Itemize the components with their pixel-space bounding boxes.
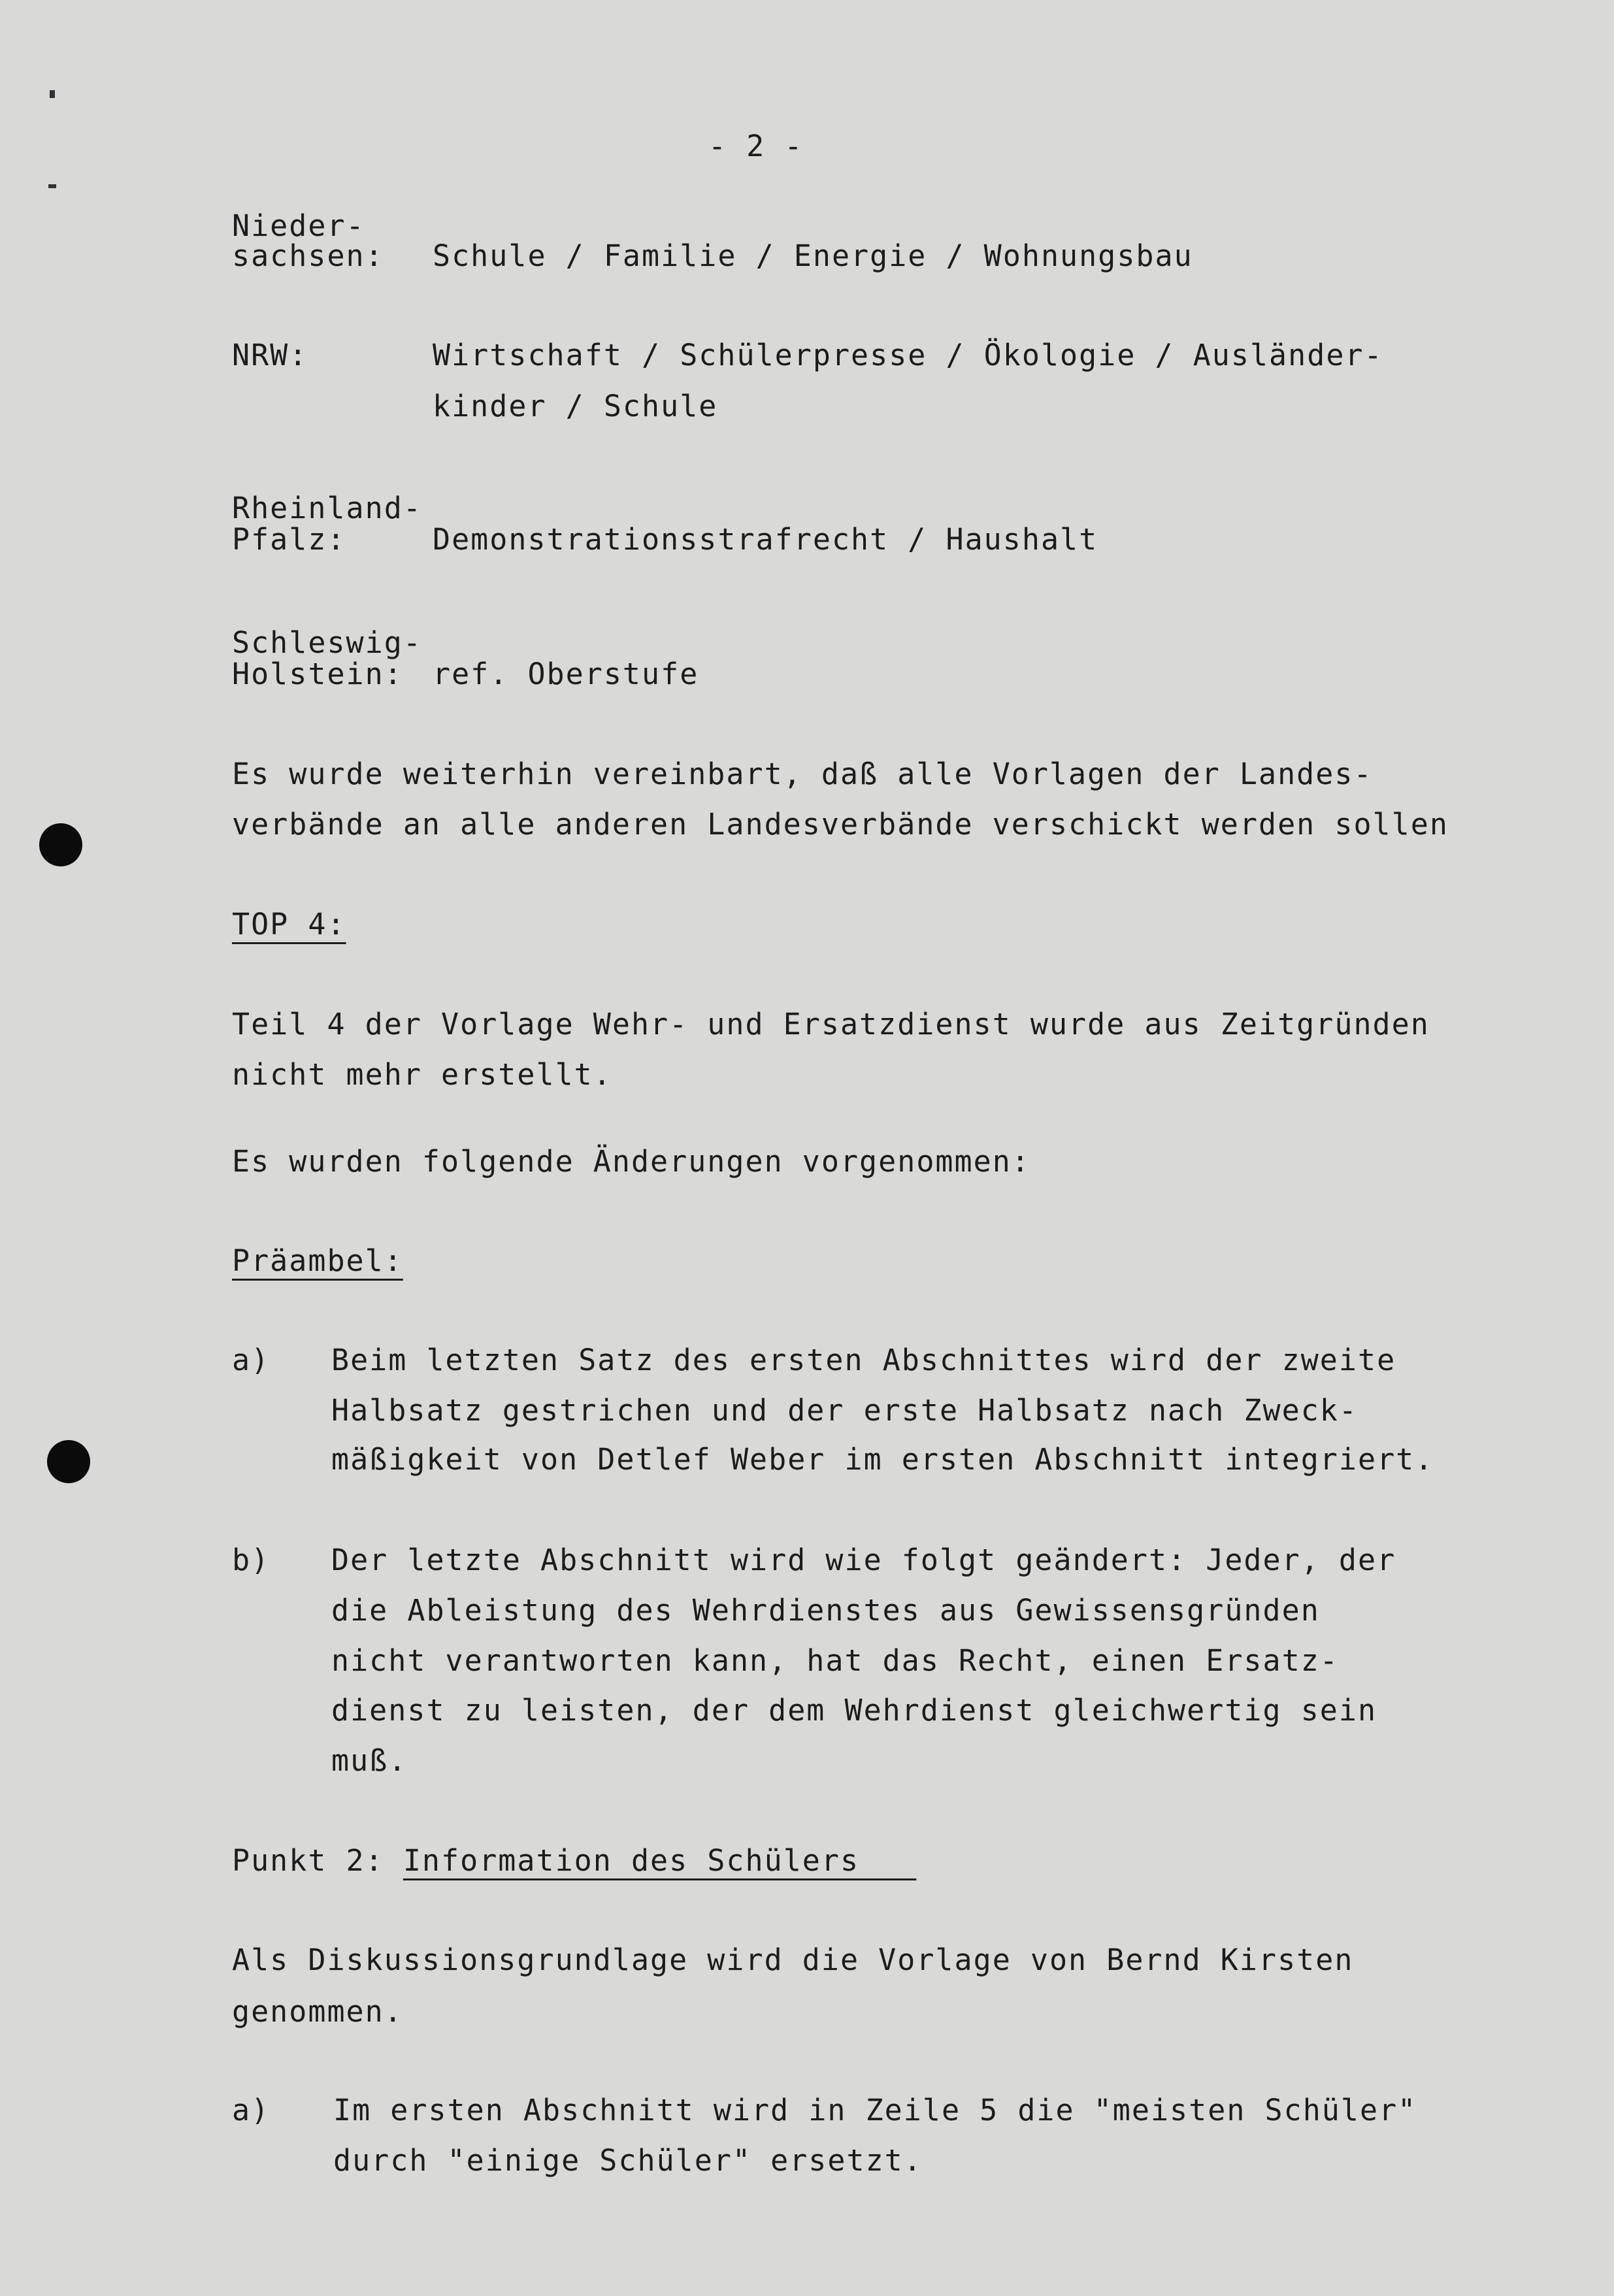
state-label: Schleswig-	[232, 625, 422, 660]
list-item-line: Beim letzten Satz des ersten Abschnittes wird der zweite	[331, 1343, 1396, 1377]
state-topics: Wirtschaft / Schülerpresse / Ökologie / Ausländer-	[433, 338, 1383, 372]
list-item-line: Der letzte Abschnitt wird wie folgt geändert: Jeder, der	[331, 1543, 1396, 1577]
state-label: Pfalz:	[232, 522, 346, 557]
punch-hole-top	[39, 823, 82, 866]
changes-intro: Es wurden folgende Änderungen vorgenommen:	[232, 1144, 1030, 1179]
page-number: - 2 -	[708, 129, 804, 163]
state-topics: Schule / Familie / Energie / Wohnungsbau	[433, 238, 1193, 273]
list-item-line: Halbsatz gestrichen und der erste Halbsatz nach Zweck-	[331, 1393, 1358, 1428]
top4-heading: TOP 4:	[232, 907, 346, 942]
state-label: Holstein:	[232, 657, 403, 691]
praeambel-heading: Präambel:	[232, 1243, 403, 1278]
paragraph-line: genommen.	[232, 1994, 403, 2029]
punkt2-heading	[232, 1841, 916, 1880]
list-item-line: dienst zu leisten, der dem Wehrdienst gleichwertig sein	[331, 1693, 1377, 1728]
list-item-line: mäßigkeit von Detlef Weber im ersten Abschnitt integriert.	[331, 1442, 1434, 1477]
paragraph-line: Es wurde weiterhin vereinbart, daß alle Vorlagen der Landes-	[232, 757, 1373, 791]
underline-tail	[859, 1843, 916, 1878]
state-topics: Demonstrationsstrafrecht / Haushalt	[433, 522, 1098, 557]
list-item-line: nicht verantworten kann, hat das Recht, einen Ersatz-	[331, 1643, 1339, 1678]
state-label: NRW:	[232, 338, 308, 372]
punkt2-title: Information des Schülers	[403, 1843, 860, 1878]
paragraph-line: verbände an alle anderen Landesverbände verschickt werden sollen	[232, 807, 1449, 842]
paragraph-line: Als Diskussionsgrundlage wird die Vorlage von Bernd Kirsten	[232, 1943, 1354, 1977]
state-topics: kinder / Schule	[433, 389, 718, 423]
list-marker: a)	[232, 2093, 271, 2127]
list-marker: b)	[232, 1543, 271, 1577]
punkt2-prefix: Punkt 2:	[232, 1843, 403, 1878]
state-label: sachsen:	[232, 238, 384, 273]
state-label: Rheinland-	[232, 491, 422, 525]
paragraph-line: nicht mehr erstellt.	[232, 1057, 612, 1092]
paragraph-line: Teil 4 der Vorlage Wehr- und Ersatzdienst wurde aus Zeitgründen	[232, 1007, 1430, 1041]
list-marker: a)	[232, 1343, 271, 1377]
state-topics: ref. Oberstufe	[433, 657, 699, 691]
list-item-line: Im ersten Abschnitt wird in Zeile 5 die "meisten Schüler"	[333, 2093, 1417, 2127]
paper-mark	[50, 90, 55, 98]
paper-mark	[48, 184, 56, 188]
list-item-line: muß.	[331, 1743, 408, 1778]
state-label: Nieder-	[232, 208, 365, 243]
list-item-line: die Ableistung des Wehrdienstes aus Gewissensgründen	[331, 1593, 1320, 1628]
list-item-line: durch "einige Schüler" ersetzt.	[333, 2143, 923, 2178]
punch-hole-bottom	[47, 1440, 90, 1483]
